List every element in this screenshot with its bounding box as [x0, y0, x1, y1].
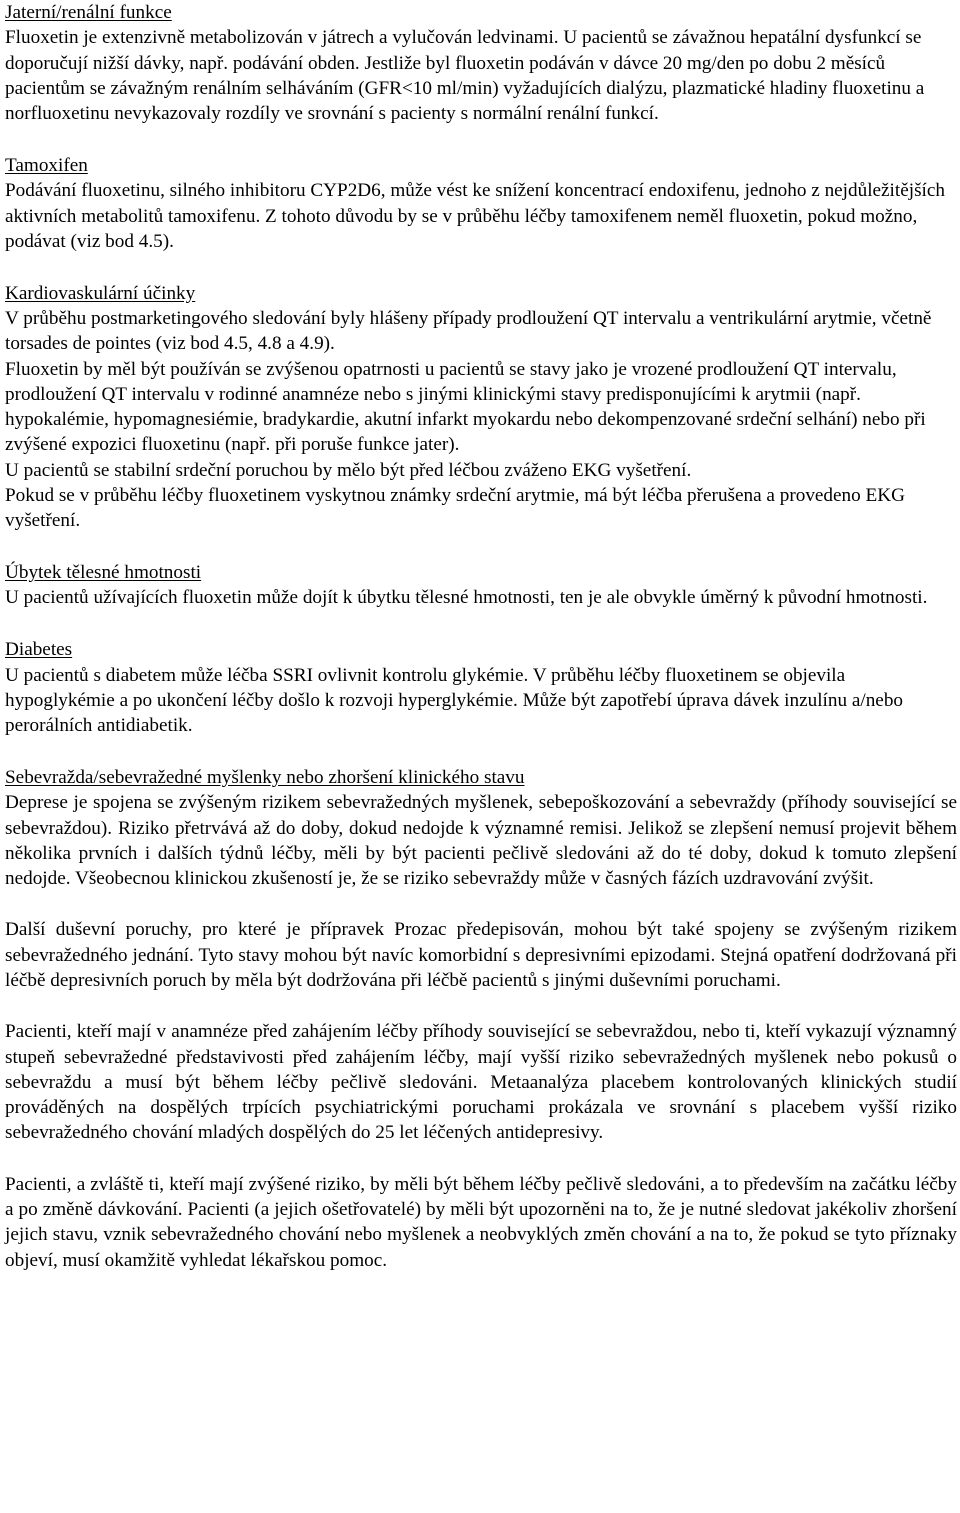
section-heading: Tamoxifen — [5, 154, 88, 176]
paragraph: Pacienti, a zvláště ti, kteří mají zvýšené riziko, by měli být během léčby pečlivě sledováni, a to především na začátku léčby a po změně dávkování. Pacienti (a jejich ošetřovatelé) by měli být upozorněni na to, že je nutné sledovat jakékoliv zhoršení jejich stavu, vznik sebevražedného chování nebo myšlenek a neobvyklých změn chování a na to, že pokud se tyto příznaky objeví, musí okamžitě vyhledat lékařskou pomoc. — [5, 1173, 957, 1271]
section-heading: Sebevražda/sebevražedné myšlenky nebo zhoršení klinického stavu — [5, 766, 525, 788]
paragraph: Další duševní poruchy, pro které je přípravek Prozac předepisován, mohou být také spojeny se zvýšeným rizikem sebevražedného jednání. Tyto stavy mohou být navíc komorbidní s depresivními epizodami. Stejná opatření dodržovaná při léčbě depresivních poruch by měla být dodržována při léčbě pacientů s jinými duševními poruchami. — [5, 919, 957, 991]
section-heading: Jaterní/renální funkce — [5, 2, 172, 23]
section-liver-renal — [5, 0, 957, 126]
spacer — [5, 534, 957, 561]
paragraph: V průběhu postmarketingového sledování byly hlášeny případy prodloužení QT intervalu a ventrikulární arytmie, včetně torsades de pointes (viz bod 4.5, 4.8 a 4.9). — [5, 307, 932, 355]
spacer — [5, 254, 957, 281]
paragraph: U pacientů užívajících fluoxetin může dojít k úbytku tělesné hmotnosti, ten je ale obvykle úměrný k původní hmotnosti. — [5, 587, 928, 609]
paragraph: Pacienti, kteří mají v anamnéze před zahájením léčby příhody související se sebevraždou, nebo ti, kteří vykazují významný stupeň sebevražedné představivosti před zahájením léčby, mají vyšší riziko sebevražedných myšlenek nebo pokusů o sebevraždu a musí být během léčby pečlivě sledováni. Metaanalýza placebem kontrolovaných klinických studií prováděných na dospělých trpících psychiatrickými poruchami prokázala ve srovnání s placebem vyšší riziko sebevražedného chování mladých dospělých do 25 let léčených antidepresivy. — [5, 1021, 957, 1144]
paragraph: Deprese je spojena se zvýšeným rizikem sebevražedných myšlenek, sebepoškozování a sebevraždy (příhody související se sebevraždou). Riziko přetrvává až do doby, dokud nedojde k významné remisi. Jelikož se zlepšení nemusí projevit během několika prvních i dalších týdnů léčby, měli by být pacienti pečlivě sledováni až do té doby, dokud k tomuto zlepšení nedojde. Všeobecnou klinickou zkušeností je, že se riziko sebevraždy může v časných fázích uzdravování zvýšit. — [5, 792, 957, 890]
section-tamoxifen — [5, 153, 957, 254]
section-diabetes — [5, 637, 957, 738]
spacer — [5, 126, 957, 153]
paragraph: Pokud se v průběhu léčby fluoxetinem vyskytnou známky srdeční arytmie, má být léčba přerušena a provedeno EKG vyšetření. — [5, 485, 905, 532]
paragraph: Fluoxetin je extenzivně metabolizován v játrech a vylučován ledvinami. U pacientů se závažnou hepatální dysfunkcí se doporučují nižší dávky, např. podávání obden. Jestliže byl fluoxetin podáván v dávce 20 mg/den po dobu 2 měsíců pacientům se závažným renálním selháváním (GFR<10 ml/min) vyžadujících dialýzu, plazmatické hladiny fluoxetinu a norfluoxetinu nevykazovaly rozdíly ve srovnání s pacienty s normální renální funkcí. — [5, 27, 925, 125]
spacer — [5, 891, 957, 917]
paragraph: Fluoxetin by měl být používán se zvýšenou opatrnosti u pacientů se stavy jako je vrozené prodloužení QT intervalu, prodloužení QT intervalu v rodinné anamnéze nebo s jinými klinickými stavy predisponujícími k arytmii (např. hypokalémie, hypomagnesiémie, bradykardie, akutní infarkt myokardu nebo dekompenzované srdeční selhání) nebo při zvýšené expozici fluoxetinu (např. při poruše funkce jater). — [5, 358, 926, 456]
section-suicide — [5, 765, 957, 1273]
spacer — [5, 1146, 957, 1172]
spacer — [5, 993, 957, 1019]
section-heading: Kardiovaskulární účinky — [5, 282, 196, 304]
paragraph: U pacientů s diabetem může léčba SSRI ovlivnit kontrolu glykémie. V průběhu léčby fluoxetinem se objevila hypoglykémie a po ukončení léčby došlo k rozvoji hyperglykémie. Může být zapotřebí úprava dávek inzulínu a/nebo perorálních antidiabetik. — [5, 664, 904, 737]
paragraph: Podávání fluoxetinu, silného inhibitoru CYP2D6, může vést ke snížení koncentrací endoxifenu, jednoho z nejdůležitějších aktivních metabolitů tamoxifenu. Z tohoto důvodu by se v průběhu léčby tamoxifenem neměl fluoxetin, pokud možno, podávat (viz bod 4.5). — [5, 180, 945, 252]
spacer — [5, 611, 957, 638]
spacer — [5, 738, 957, 765]
section-weight-loss — [5, 560, 957, 611]
section-heading: Úbytek tělesné hmotnosti — [5, 562, 202, 584]
section-heading: Diabetes — [5, 639, 73, 661]
document-page — [5, 0, 957, 1273]
section-cardiovascular — [5, 281, 957, 534]
paragraph: U pacientů se stabilní srdeční poruchou by mělo být před léčbou zváženo EKG vyšetření. — [5, 459, 692, 481]
